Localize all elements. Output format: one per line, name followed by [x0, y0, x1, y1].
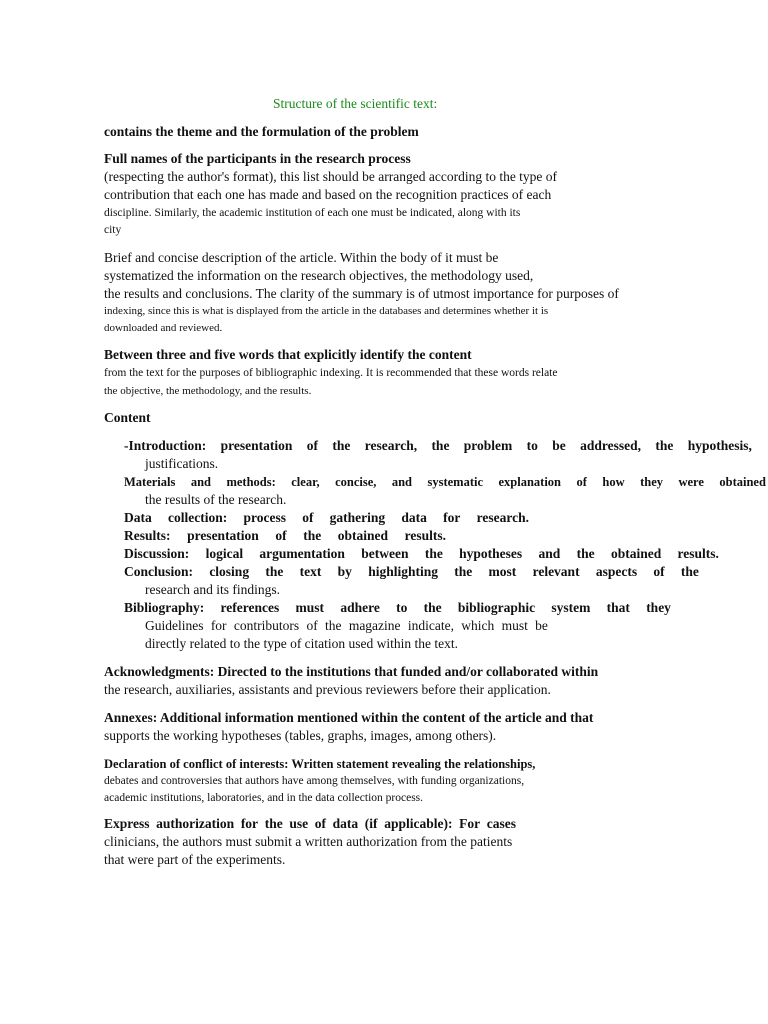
content-item-conclusion: Conclusion: closing the text by highlighting the most relevant aspects of the: [124, 564, 699, 579]
acknowledgments-heading: Acknowledgments: Directed to the institutions that funded and/or collaborated within: [104, 664, 599, 679]
content-item-continuation: directly related to the type of citation used within the text.: [145, 636, 459, 651]
participants-line: (respecting the author's format), this list should be arranged according to the type of: [104, 169, 558, 184]
abstract-line: indexing, since this is what is displayed from the article in the databases and determines whether it is: [104, 305, 549, 317]
abstract-line: downloaded and reviewed.: [104, 322, 223, 334]
theme-heading: contains the theme and the formulation of the problem: [104, 124, 419, 139]
abstract-line: the results and conclusions. The clarity of the summary is of utmost importance for purposes of: [104, 286, 619, 301]
content-item-results: Results: presentation of the obtained results.: [124, 528, 446, 543]
participants-line: discipline. Similarly, the academic institution of each one must be indicated, along with its: [104, 207, 521, 219]
content-item-discussion: Discussion: logical argumentation between the hypotheses and the obtained results.: [124, 546, 719, 561]
conflict-line: academic institutions, laboratories, and in the data collection process.: [104, 792, 424, 804]
abstract-line: Brief and concise description of the article. Within the body of it must be: [104, 250, 499, 265]
content-item-bibliography: Bibliography: references must adhere to the bibliographic system that they: [124, 600, 671, 615]
authorization-line: that were part of the experiments.: [104, 852, 286, 867]
content-heading: Content: [104, 410, 151, 425]
content-item-continuation: research and its findings.: [145, 582, 280, 597]
abstract-line: systematized the information on the research objectives, the methodology used,: [104, 268, 534, 283]
annexes-heading: Annexes: Additional information mentioned within the content of the article and that: [104, 710, 594, 725]
authorization-heading: Express authorization for the use of data (if applicable): For cases: [104, 816, 516, 831]
participants-line: city: [104, 224, 122, 236]
keywords-line: from the text for the purposes of bibliographic indexing. It is recommended that these words relate: [104, 367, 558, 379]
annexes-line: supports the working hypotheses (tables, graphs, images, among others).: [104, 728, 497, 743]
content-item-continuation: the results of the research.: [145, 492, 287, 507]
keywords-heading: Between three and five words that explicitly identify the content: [104, 347, 472, 362]
page-title: Structure of the scientific text:: [273, 96, 438, 111]
participants-line: contribution that each one has made and based on the recognition practices of each: [104, 187, 552, 202]
acknowledgments-line: the research, auxiliaries, assistants and previous reviewers before their application.: [104, 682, 551, 697]
content-item-continuation: Guidelines for contributors of the magazine indicate, which must be: [145, 618, 548, 633]
conflict-line: debates and controversies that authors have among themselves, with funding organizations,: [104, 775, 525, 787]
conflict-heading: Declaration of conflict of interests: Written statement revealing the relationships,: [104, 757, 536, 771]
content-item-materials: Materials and methods: clear, concise, and systematic explanation of how they were obtained: [124, 475, 766, 489]
content-item-continuation: justifications.: [145, 456, 219, 471]
content-item-data-collection: Data collection: process of gathering data for research.: [124, 510, 529, 525]
content-item-introduction: -Introduction: presentation of the research, the problem to be addressed, the hypothesis,: [124, 438, 752, 453]
keywords-line: the objective, the methodology, and the results.: [104, 385, 312, 397]
participants-heading: Full names of the participants in the research process: [104, 151, 411, 166]
authorization-line: clinicians, the authors must submit a written authorization from the patients: [104, 834, 513, 849]
